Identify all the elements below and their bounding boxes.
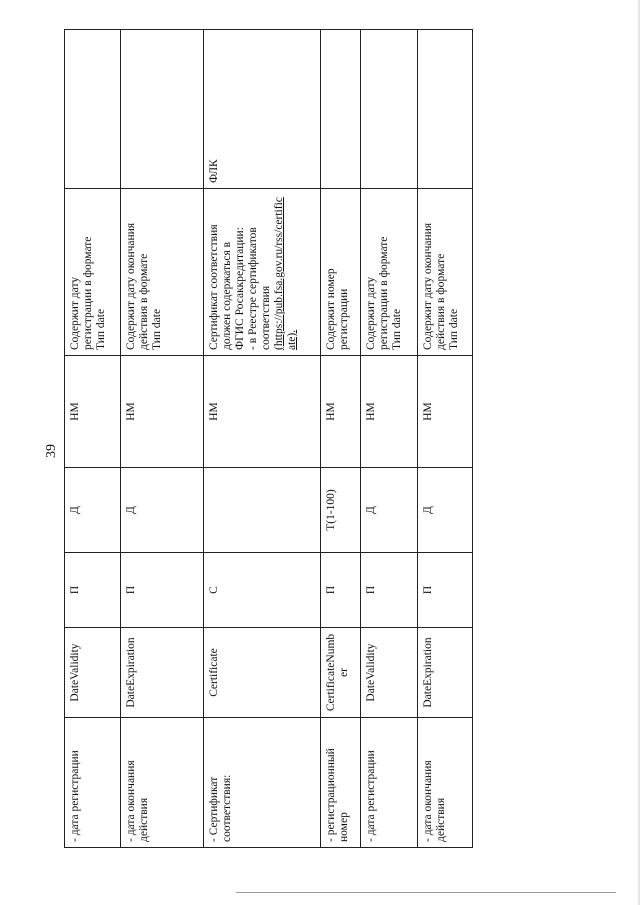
description-cell [121,189,204,356]
field-name-cell: DateExpiration [418,628,473,718]
description-line: Тип date [391,308,403,350]
description-cell [418,189,473,356]
description-cell [361,189,418,356]
multiplicity-cell: НМ [204,356,321,468]
requirement-cell: П [418,553,473,628]
description-line: регистрации в формате [378,236,390,350]
description-line: должен содержаться в [221,241,233,350]
description-line: Сертификат соответствия [208,224,220,350]
description-line: регистрации в формате [82,236,94,350]
field-name-cell: CertificateNumber [321,628,361,718]
registry-link[interactable]: (https://pub.fsa.gov.ru/rss/certificate). [273,197,298,350]
field-name-cell: DateValidity [65,628,121,718]
field-name-cell: DateExpiration [121,628,204,718]
type-cell: Т(1-100) [321,468,361,553]
type-cell [204,468,321,553]
description-line: Тип date [95,308,107,350]
element-name-cell: - Сертификат соответствия: [204,718,321,848]
bottom-rule [236,892,616,893]
multiplicity-cell: НМ [418,356,473,468]
description-line: соответствия [260,285,272,350]
element-name-cell: - дата окончания действия [121,718,204,848]
description-line: Содержит дату окончания [125,222,137,350]
description-line: ФГИС Росаккредитации: [234,227,246,350]
field-name-cell: DateValidity [361,628,418,718]
requirements-table [64,29,473,848]
element-name-cell: - регистрационный номер [321,718,361,848]
element-name-cell: - дата окончания действия [418,718,473,848]
element-name-cell: - дата регистрации [65,718,121,848]
note-cell [121,30,204,189]
type-cell: Д [361,468,418,553]
description-line: Тип date [151,308,163,350]
note-cell [418,30,473,189]
note-cell: ФЛК [204,30,321,189]
type-cell: Д [418,468,473,553]
description-line: Содержит дату [365,276,377,350]
multiplicity-cell: НМ [121,356,204,468]
type-cell: Д [121,468,204,553]
description-cell [204,189,321,356]
multiplicity-cell: НМ [65,356,121,468]
table-row [418,30,473,848]
table-row [121,30,204,848]
type-cell: Д [65,468,121,553]
requirement-cell: П [121,553,204,628]
requirement-cell: П [65,553,121,628]
description-line: действия в формате [435,253,447,350]
rotated-table-container [64,30,472,848]
description-line: Содержит номер [325,268,337,350]
description-cell [65,189,121,356]
description-line: Содержит дату окончания [422,222,434,350]
description-cell [321,189,361,356]
description-line: Тип date [448,308,460,350]
table-row [361,30,418,848]
multiplicity-cell: НМ [321,356,361,468]
description-line: действия в формате [138,253,150,350]
table-row [321,30,361,848]
requirement-cell: С [204,553,321,628]
table-row [204,30,321,848]
element-name-cell: - дата регистрации [361,718,418,848]
page-number: 39 [44,444,59,458]
note-cell [361,30,418,189]
description-line: Содержит дату [69,276,81,350]
table-row [65,30,121,848]
note-cell [321,30,361,189]
field-name-cell: Certificate [204,628,321,718]
note-cell [65,30,121,189]
description-line: регистрации [338,288,350,350]
requirement-cell: П [361,553,418,628]
multiplicity-cell: НМ [361,356,418,468]
requirement-cell: П [321,553,361,628]
description-line: - в Реестре сертификатов [247,227,259,350]
